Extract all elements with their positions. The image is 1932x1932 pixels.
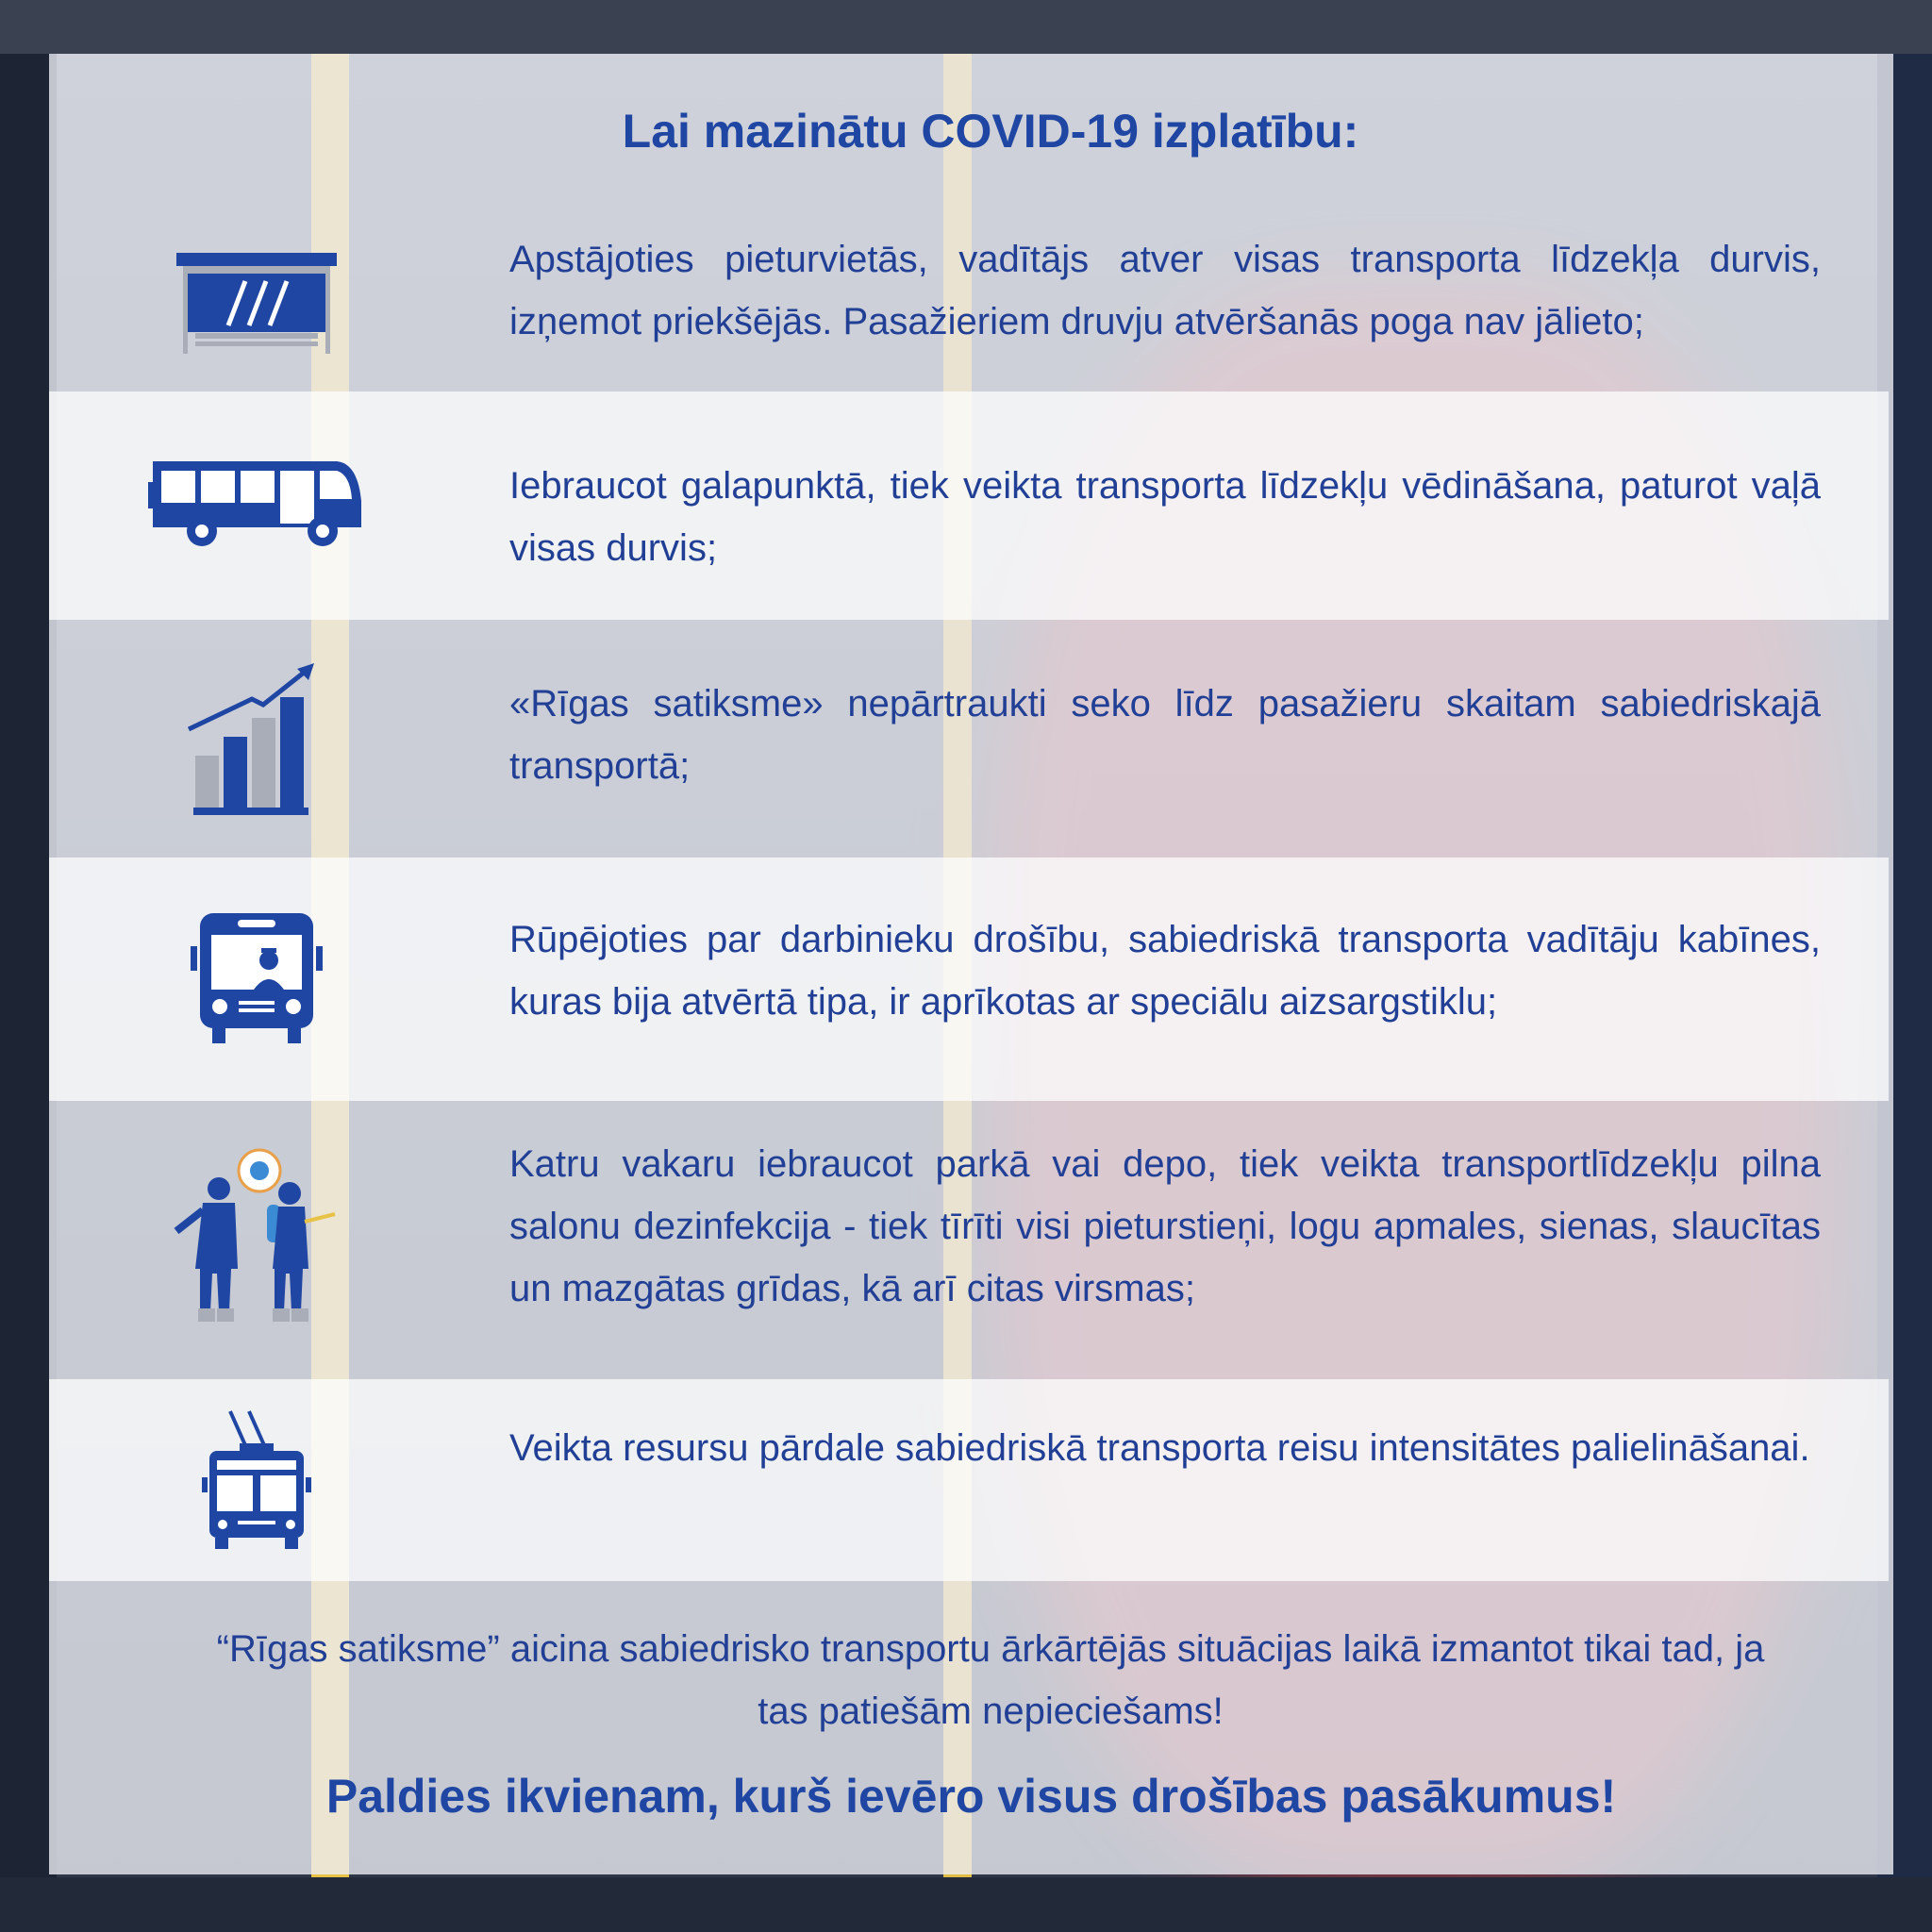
thanks-message: Paldies ikvienam, kurš ievēro visus drošības pasākumus! [325, 1770, 1617, 1823]
disinfection-workers-icon [49, 1101, 464, 1379]
list-item-text: Veikta resursu pārdale sabiedriskā transporta reisu intensitātes palielināšanai. [509, 1427, 1810, 1469]
bus-stop-icon [49, 217, 464, 391]
list-item-text: Iebraucot galapunktā, tiek veikta transporta līdzekļu vēdināšana, paturot vaļā visas durvis; [509, 465, 1821, 569]
footer-note: “Rīgas satiksme” aicina sabiedrisko transportu ārkārtējās situācijas laikā izmantot tikai tad, ja tas patiešām nepieciešams! [216, 1628, 1765, 1732]
list-item [49, 1101, 1889, 1379]
list-item-text: «Rīgas satiksme» nepārtraukti seko līdz pasažieru skaitam sabiedriskajā transportā; [509, 683, 1821, 787]
list-item-text: Apstājoties pieturvietās, vadītājs atver visas transporta līdzekļa durvis, izņemot priekšējās. Pasažieriem druvju atvēršanās poga nav jālieto; [509, 239, 1821, 342]
list-item [49, 620, 1889, 858]
bus-driver-icon [49, 858, 464, 1101]
page-title: Lai mazinātu COVID-19 izplatību: [622, 105, 1359, 158]
list-item [49, 217, 1889, 391]
list-item [49, 391, 1889, 620]
list-item-text: Rūpējoties par darbinieku drošību, sabiedriskā transporta vadītāju kabīnes, kuras bija atvērtā tipa, ir aprīkotas ar speciālu aizsargstiklu; [509, 919, 1821, 1023]
growth-chart-icon [49, 620, 464, 858]
list-item-text: Katru vakaru iebraucot parkā vai depo, tiek veikta transportlīdzekļu pilna salonu dezinfekcija - tiek tīrīti visi pieturstieņi, logu apmales, sienas, slaucītas un mazgātas grīdas, kā arī citas virsmas; [509, 1143, 1821, 1309]
bus-icon [49, 391, 464, 620]
list-item [49, 1379, 1889, 1581]
trolleybus-icon [49, 1379, 464, 1581]
list-item [49, 858, 1889, 1101]
